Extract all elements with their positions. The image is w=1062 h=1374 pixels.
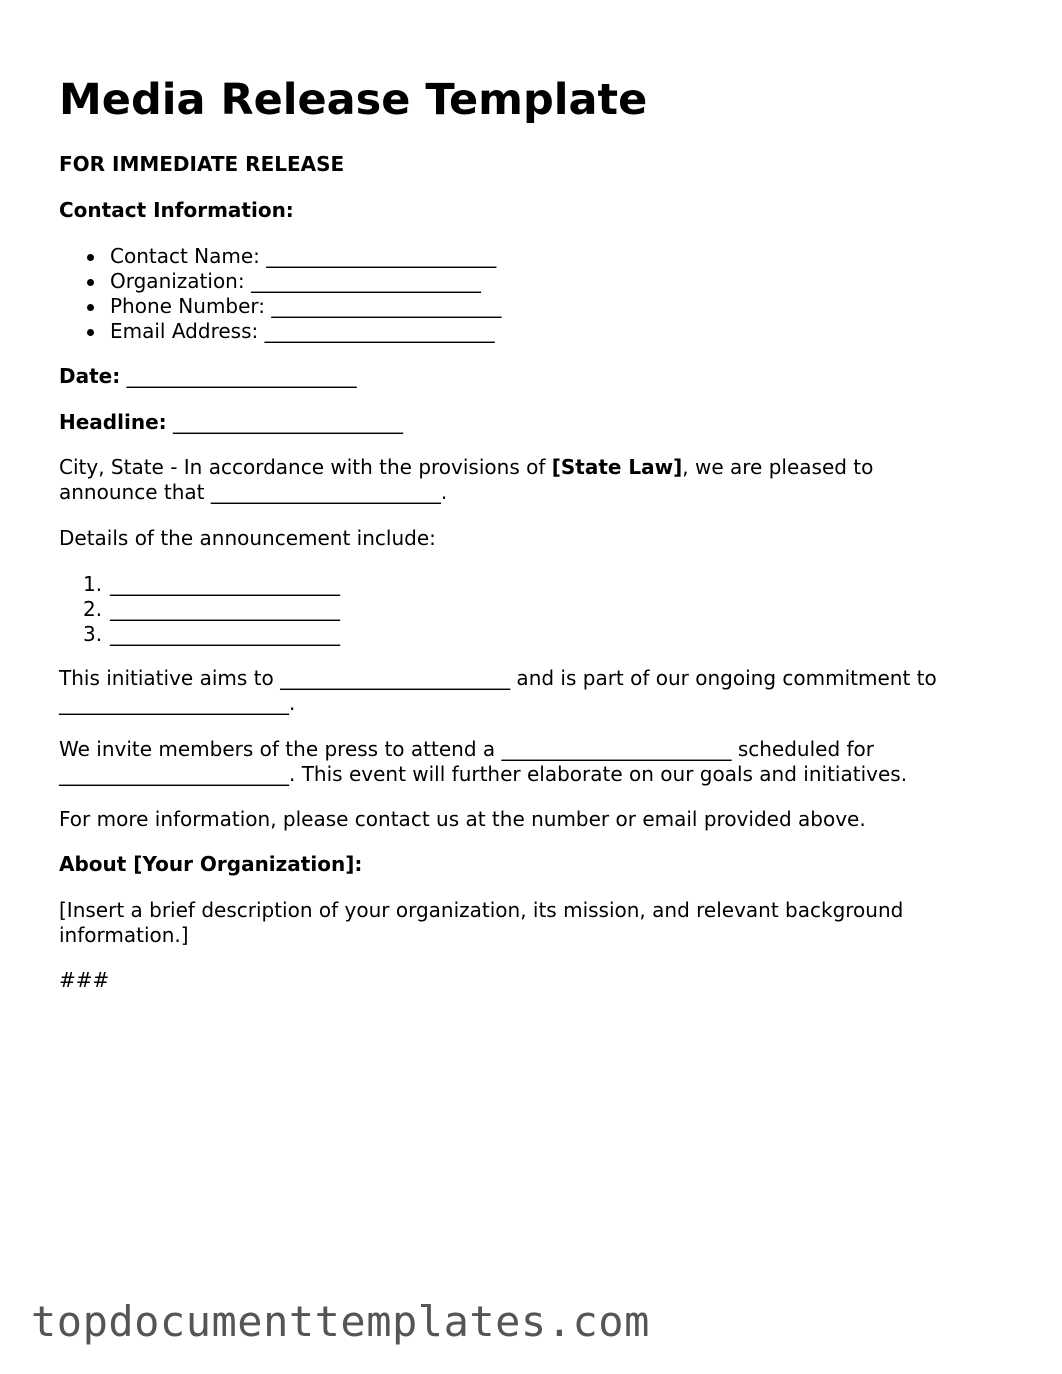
bullet-icon xyxy=(87,304,94,311)
date-label: Date: xyxy=(59,364,121,388)
details-item: 2. _______________________ xyxy=(83,597,340,621)
intro-paragraph xyxy=(59,455,873,505)
contact-item-phone: Phone Number: _______________________ xyxy=(59,294,501,319)
document-title: Media Release Template xyxy=(59,75,648,125)
headline-blank: _______________________ xyxy=(166,410,403,434)
contact-item-email: Email Address: _______________________ xyxy=(59,319,501,344)
about-heading: About [Your Organization]: xyxy=(59,852,363,876)
more-info-paragraph: For more information, please contact us at the number or email provided above. xyxy=(59,807,866,831)
about-paragraph: [Insert a brief description of your organization, its mission, and relevant background information.] xyxy=(59,898,904,947)
contact-list xyxy=(59,244,501,344)
watermark: topdocumenttemplates.com xyxy=(31,1297,650,1346)
contact-item-name: Contact Name: _______________________ xyxy=(59,244,501,269)
details-item: 1. _______________________ xyxy=(83,572,340,596)
contact-item-organization: Organization: _______________________ xyxy=(59,269,501,294)
intro-line-2: announce that _______________________. xyxy=(59,480,448,504)
date-blank: _______________________ xyxy=(120,364,357,388)
initiative-paragraph: This initiative aims to _______________________ and is part of our ongoing commitment to _______________________. xyxy=(59,666,937,715)
headline-line xyxy=(59,410,403,435)
details-list xyxy=(59,572,340,647)
headline-label: Headline: xyxy=(59,410,167,434)
end-mark: ### xyxy=(59,968,110,992)
state-law: [State Law] xyxy=(551,455,683,479)
details-heading: Details of the announcement include: xyxy=(59,526,436,550)
release-label: FOR IMMEDIATE RELEASE xyxy=(59,152,345,176)
invite-paragraph: We invite members of the press to attend a _______________________ scheduled for _______________________. This event will further elaborate on our goals and initiatives. xyxy=(59,737,908,786)
contact-heading: Contact Information: xyxy=(59,198,294,222)
bullet-icon xyxy=(87,329,94,336)
intro-line-1: City, State - In accordance with the provisions of [State Law], we are pleased to xyxy=(59,455,874,479)
details-item: 3. _______________________ xyxy=(83,622,340,646)
bullet-icon xyxy=(87,279,94,286)
bullet-icon xyxy=(87,254,94,261)
date-line xyxy=(59,364,357,389)
